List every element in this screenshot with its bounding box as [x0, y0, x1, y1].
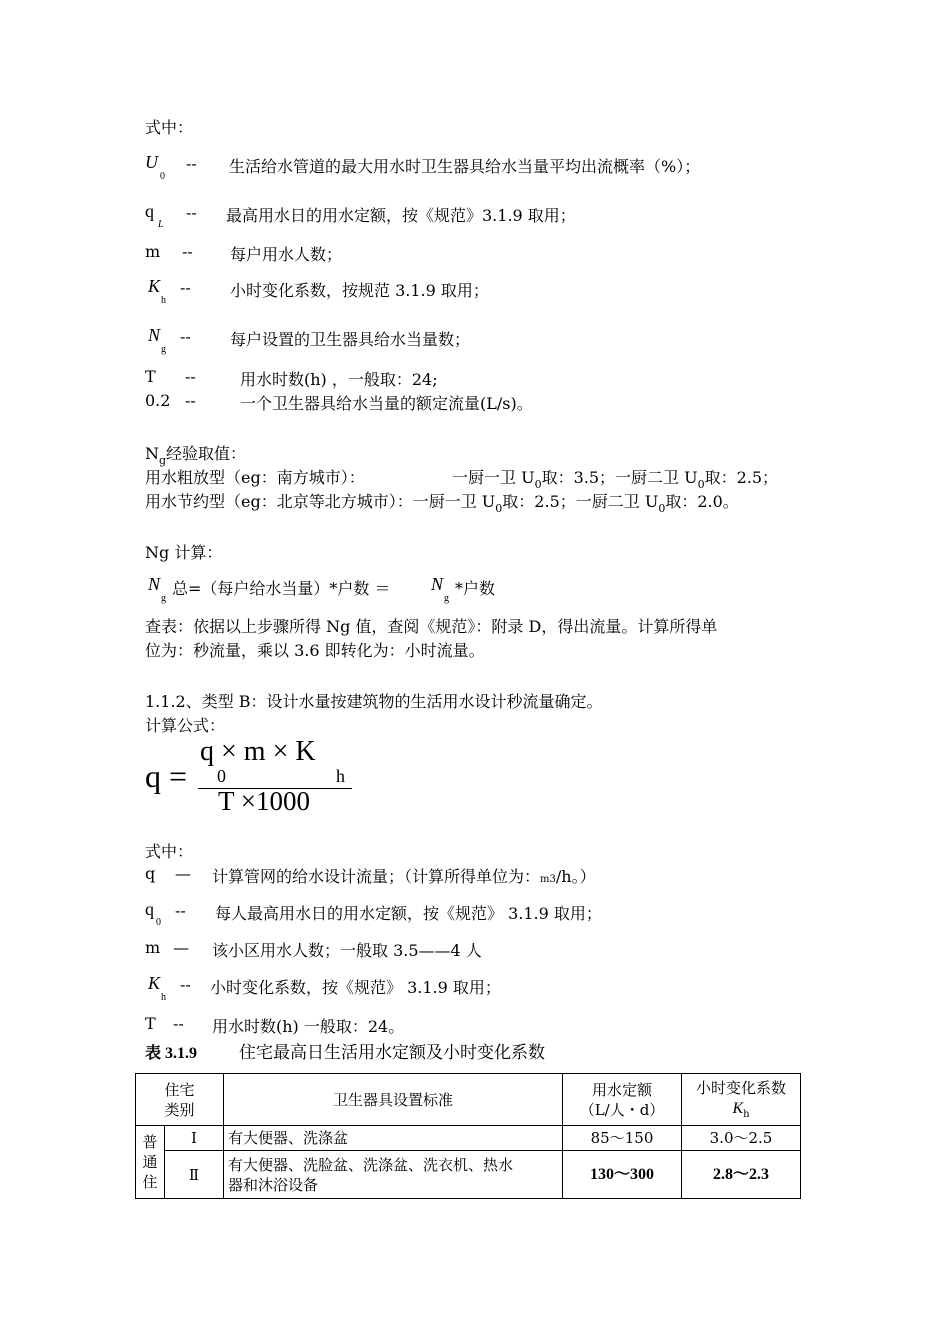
m2-dash: —	[173, 938, 189, 957]
m-symbol: m	[145, 242, 161, 261]
coef-cell: 2.8～2.3	[682, 1151, 801, 1199]
q-description: 计算管网的给水设计流量；（计算所得单位为：m3/h。）	[212, 867, 596, 886]
ng-subscript: g	[161, 344, 166, 355]
kh-description: 小时变化系数，按规范 3.1.9 取用；	[230, 281, 489, 300]
q0-description: 每人最高用水日的用水定额，按《规范》 3.1.9 取用；	[215, 904, 602, 923]
u0-symbol: U	[145, 152, 158, 172]
kh2-symbol: K	[148, 973, 161, 993]
typeb-heading: 1.1.2、类型 B：设计水量按建筑物的生活用水设计秒流量确定。	[145, 692, 603, 711]
table-header-row	[136, 1074, 801, 1126]
ng-calc-n2-sub: g	[444, 593, 449, 604]
u0-description: 生活给水管道的最大用水时卫生器具给水当量平均出流概率（%）；	[229, 157, 701, 176]
formula-numerator: q × m × K	[200, 736, 316, 767]
ng-exp-line2: 用水节约型（eg：北京等北方城市）：一厨一卫 $U_0$取：2.5；一厨二卫 $U_0$取：2.0。	[145, 492, 739, 515]
quota-cell: 85～150	[563, 1126, 682, 1151]
ng-exp-line1-b: 一厨一卫 $U_0$取：3.5；一厨二卫 $U_0$取：2.5；	[452, 468, 779, 491]
coef-cell: 3.0～2.5	[682, 1126, 801, 1151]
formula-sub-0: 0	[217, 766, 226, 786]
coef-description: 一个卫生器具给水当量的额定流量(L/s)。	[240, 394, 533, 413]
where-heading: 式中：	[145, 118, 194, 137]
t-symbol: T	[145, 367, 156, 386]
q0-dash: --	[175, 901, 186, 920]
kh-dash: --	[180, 278, 191, 297]
table-row	[136, 1151, 801, 1199]
header-type: 住宅 类别	[136, 1074, 224, 1126]
t2-dash: --	[173, 1014, 184, 1033]
u0-dash: --	[186, 154, 197, 173]
kh-symbol: K	[148, 276, 161, 296]
t2-description: 用水时数(h) 一般取：24。	[212, 1017, 405, 1036]
m2-description: 该小区用水人数；一般取 3.5——4 人	[212, 941, 482, 960]
q-dash: —	[175, 864, 191, 883]
formula-q-equals: q =	[145, 758, 188, 794]
ql-dash: --	[186, 203, 197, 222]
ql-description: 最高用水日的用水定额，按《规范》3.1.9 取用；	[226, 206, 576, 225]
formula-sub-h: h	[336, 766, 345, 786]
fixture-cell: 有大便器、洗涤盆	[224, 1126, 563, 1151]
quota-cell: 130～300	[563, 1151, 682, 1199]
q-symbol: q	[145, 864, 156, 883]
t-description: 用水时数(h) ，一般取：24;	[240, 370, 438, 389]
kh2-description: 小时变化系数，按《规范》 3.1.9 取用；	[210, 978, 501, 997]
ng-dash: --	[180, 327, 191, 346]
q0-subscript: 0	[156, 917, 161, 928]
header-fixture: 卫生器具设置标准	[224, 1074, 563, 1126]
table-row	[136, 1126, 801, 1151]
ng-exp-line1-a: 用水粗放型（eg：南方城市）：	[145, 468, 365, 487]
m-dash: --	[182, 242, 193, 261]
ng-calc-n1: N	[148, 574, 161, 594]
where-heading-2: 式中：	[145, 842, 194, 861]
coef-dash: --	[185, 391, 196, 410]
formula-label: 计算公式：	[145, 716, 226, 735]
q0-symbol: q	[145, 899, 154, 919]
fixture-cell: 有大便器、洗脸盆、洗涤盆、洗衣机、热水 器和沐浴设备	[224, 1151, 563, 1199]
t-dash: --	[185, 367, 196, 386]
class-cell: Ⅰ	[165, 1126, 224, 1151]
ng-description: 每户设置的卫生器具给水当量数；	[230, 330, 471, 349]
formula-denominator: T ×1000	[218, 786, 310, 816]
kh2-subscript: h	[161, 992, 166, 1003]
kh-subscript: h	[161, 295, 166, 306]
ql-symbol: q	[145, 201, 154, 221]
header-coef: 小时变化系数 $K_h$	[682, 1074, 801, 1126]
lookup-line1: 查表：依据以上步骤所得 Ng 值，查阅《规范》：附录 D，得出流量。计算所得单	[145, 617, 718, 636]
water-quota-table	[135, 1073, 801, 1199]
ng-calc-formula: 总=（每户给水当量）*户数 ＝	[172, 579, 391, 598]
kh2-dash: --	[180, 975, 191, 994]
lookup-line2: 位为：秒流量，乘以 3.6 即转化为：小时流量。	[145, 641, 485, 660]
m-description: 每户用水人数；	[230, 245, 343, 264]
header-quota: 用水定额 （L/人・d）	[563, 1074, 682, 1126]
ng-calc-end: *户数	[455, 579, 496, 598]
ng-calc-n1-sub: g	[161, 593, 166, 604]
ng-calc-title: Ng 计算：	[145, 543, 223, 562]
ng-symbol: N	[148, 325, 161, 345]
class-cell: Ⅱ	[165, 1151, 224, 1199]
table-caption: 表 3.1.9 住宅最高日生活用水定额及小时变化系数	[145, 1043, 546, 1063]
ng-exp-title: $N_g$经验取值：	[145, 444, 247, 467]
m2-symbol: m	[145, 938, 161, 957]
coef-symbol: 0.2	[145, 391, 171, 410]
u0-subscript: 0	[160, 171, 165, 182]
t2-symbol: T	[145, 1014, 156, 1033]
ql-subscript: L	[158, 219, 164, 230]
group-cell: 普 通 住	[136, 1126, 165, 1199]
ng-calc-n2: N	[431, 574, 444, 594]
